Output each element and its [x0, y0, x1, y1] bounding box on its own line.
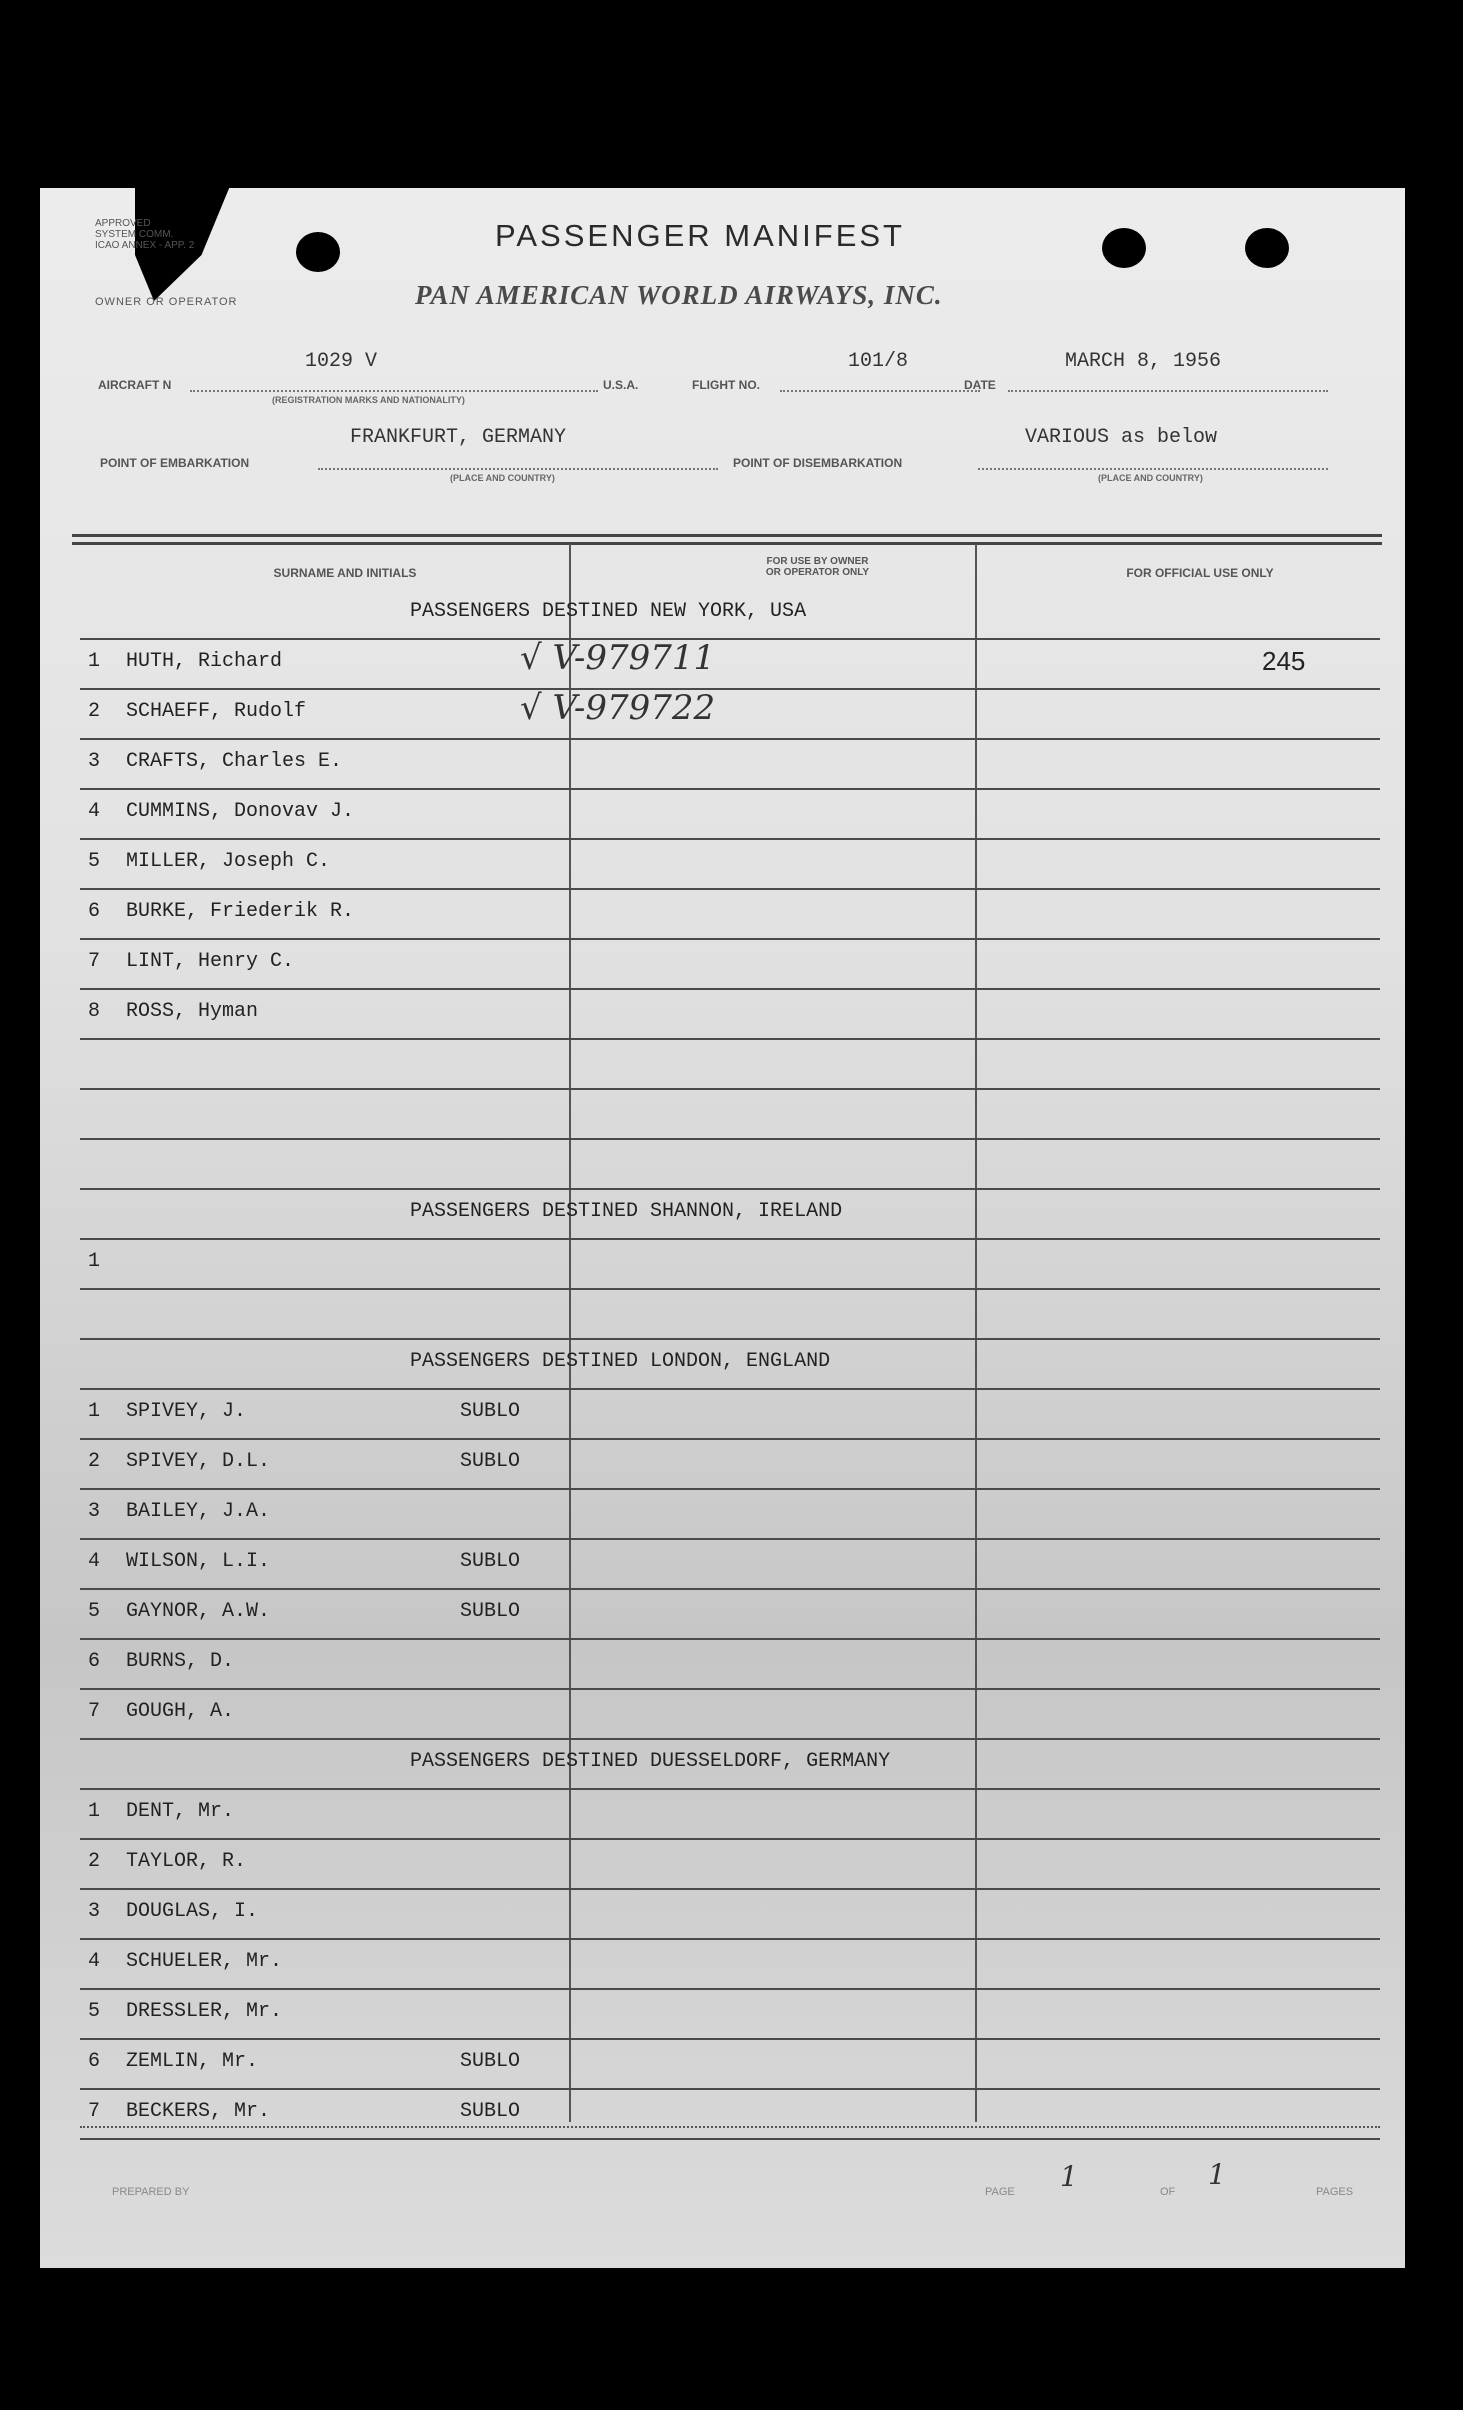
passenger-number: 7 — [88, 2100, 101, 2123]
passenger-name: SPIVEY, D.L. — [126, 1450, 271, 1473]
header-double-rule — [72, 534, 1382, 545]
date-label: DATE — [964, 378, 996, 392]
owner-label: OWNER OR OPERATOR — [95, 296, 238, 308]
company-name: PAN AMERICAN WORLD AIRWAYS, INC. — [415, 280, 943, 310]
destination-heading: PASSENGERS DESTINED SHANNON, IRELAND — [410, 1200, 843, 1223]
row-line — [80, 688, 1380, 690]
flight-underline — [780, 390, 980, 392]
disembarkation-value: VARIOUS as below — [1025, 426, 1218, 449]
row-line — [80, 1338, 1380, 1340]
aircraft-sub: (REGISTRATION MARKS AND NATIONALITY) — [272, 395, 465, 405]
passenger-name: ROSS, Hyman — [126, 1000, 259, 1023]
passenger-number: 6 — [88, 2050, 101, 2073]
disembarkation-label: POINT OF DISEMBARKATION — [733, 456, 903, 470]
embarkation-value: FRANKFURT, GERMANY — [350, 426, 567, 449]
passenger-number: 3 — [88, 1900, 101, 1923]
row-line — [80, 888, 1380, 890]
destination-heading: PASSENGERS DESTINED NEW YORK, USA — [410, 600, 807, 623]
aircraft-value: 1029 V — [305, 350, 378, 373]
passenger-name: HUTH, Richard — [126, 650, 283, 673]
passenger-number: 4 — [88, 1950, 101, 1973]
official-column-header: FOR OFFICIAL USE ONLY — [1126, 566, 1274, 580]
flight-label: FLIGHT NO. — [692, 378, 760, 392]
passenger-number: 2 — [88, 700, 101, 723]
embarkation-underline — [318, 468, 718, 470]
of-label: OF — [1160, 2186, 1176, 2198]
of-value: 1 — [1208, 2158, 1226, 2191]
row-line — [80, 1488, 1380, 1490]
page-label: PAGE — [985, 2186, 1015, 2198]
passenger-name: ZEMLIN, Mr. — [126, 2050, 259, 2073]
passenger-code: SUBLO — [460, 2100, 521, 2123]
row-line — [80, 1088, 1380, 1090]
passenger-name: GAYNOR, A.W. — [126, 1600, 271, 1623]
passenger-number: 5 — [88, 2000, 101, 2023]
date-value: MARCH 8, 1956 — [1065, 350, 1222, 373]
passenger-name: BECKERS, Mr. — [126, 2100, 271, 2123]
passenger-name: BURNS, D. — [126, 1650, 235, 1673]
passenger-number: 6 — [88, 900, 101, 923]
passenger-code: SUBLO — [460, 1400, 521, 1423]
passenger-name: LINT, Henry C. — [126, 950, 295, 973]
owner-handwritten-note: √ V-979711 — [520, 638, 716, 678]
row-line — [80, 938, 1380, 940]
aircraft-underline — [190, 390, 598, 392]
column-divider — [975, 544, 977, 2122]
owner-column-line: FOR USE BY OWNER — [766, 556, 869, 567]
row-line — [80, 1988, 1380, 1990]
passenger-name: MILLER, Joseph C. — [126, 850, 331, 873]
row-line — [80, 1838, 1380, 1840]
passenger-number: 8 — [88, 1000, 101, 1023]
passenger-number: 1 — [88, 1800, 101, 1823]
flight-value: 101/8 — [848, 350, 909, 373]
document-title: PASSENGER MANIFEST — [495, 218, 905, 253]
surname-column-header: SURNAME AND INITIALS — [273, 566, 417, 580]
passenger-name: DRESSLER, Mr. — [126, 2000, 283, 2023]
punch-hole — [296, 232, 340, 272]
row-line — [80, 1388, 1380, 1390]
row-line — [80, 1538, 1380, 1540]
passenger-name: SCHUELER, Mr. — [126, 1950, 283, 1973]
row-line — [80, 2138, 1380, 2140]
row-line — [80, 988, 1380, 990]
passenger-name: CUMMINS, Donovav J. — [126, 800, 355, 823]
passenger-name: TAYLOR, R. — [126, 1850, 247, 1873]
passenger-number: 3 — [88, 750, 101, 773]
page-value: 1 — [1060, 2160, 1078, 2193]
passenger-code: SUBLO — [460, 1550, 521, 1573]
passenger-number: 1 — [88, 1400, 101, 1423]
row-line — [80, 1588, 1380, 1590]
row-line — [80, 1938, 1380, 1940]
manifest-sheet — [40, 188, 1405, 2268]
passenger-number: 7 — [88, 1700, 101, 1723]
passenger-name: DOUGLAS, I. — [126, 1900, 259, 1923]
row-line — [80, 838, 1380, 840]
passenger-code: SUBLO — [460, 2050, 521, 2073]
row-line — [80, 1688, 1380, 1690]
official-use-value: 245 — [1262, 646, 1306, 676]
passenger-name: SPIVEY, J. — [126, 1400, 247, 1423]
passenger-name: GOUGH, A. — [126, 1700, 235, 1723]
destination-heading: PASSENGERS DESTINED DUESSELDORF, GERMANY — [410, 1750, 891, 1773]
passenger-name: SCHAEFF, Rudolf — [126, 700, 307, 723]
owner-column-line: OR OPERATOR ONLY — [765, 567, 870, 578]
column-divider — [569, 544, 571, 2122]
row-line — [80, 1138, 1380, 1140]
approval-line: APPROVED — [95, 218, 151, 229]
bottom-rule — [80, 2126, 1380, 2128]
row-line — [80, 1888, 1380, 1890]
disembarkation-underline — [978, 468, 1328, 470]
passenger-code: SUBLO — [460, 1600, 521, 1623]
passenger-code: SUBLO — [460, 1450, 521, 1473]
owner-column-header — [620, 556, 1015, 578]
row-line — [80, 2038, 1380, 2040]
aircraft-label: AIRCRAFT N — [98, 378, 172, 392]
prepared-by-label: PREPARED BY — [112, 2186, 190, 2198]
pages-label: PAGES — [1316, 2186, 1354, 2198]
embarkation-sub: (PLACE AND COUNTRY) — [450, 473, 555, 483]
passenger-number: 1 — [88, 1250, 101, 1273]
row-line — [80, 1438, 1380, 1440]
row-line — [80, 1638, 1380, 1640]
passenger-name: BAILEY, J.A. — [126, 1500, 271, 1523]
row-line — [80, 1288, 1380, 1290]
row-line — [80, 638, 1380, 640]
owner-handwritten-note: √ V-979722 — [520, 688, 716, 728]
passenger-number: 4 — [88, 800, 101, 823]
date-underline — [1008, 390, 1328, 392]
disembarkation-sub: (PLACE AND COUNTRY) — [1098, 473, 1203, 483]
approval-stamp — [95, 218, 194, 251]
passenger-name: DENT, Mr. — [126, 1800, 235, 1823]
passenger-number: 2 — [88, 1450, 101, 1473]
row-line — [80, 2088, 1380, 2090]
approval-line: SYSTEM COMM. — [95, 229, 174, 240]
approval-line: ICAO ANNEX - APP. 2 — [95, 240, 195, 251]
embarkation-label: POINT OF EMBARKATION — [100, 456, 250, 470]
passenger-name: CRAFTS, Charles E. — [126, 750, 343, 773]
passenger-number: 4 — [88, 1550, 101, 1573]
passenger-name: WILSON, L.I. — [126, 1550, 271, 1573]
punch-hole — [1102, 228, 1146, 268]
passenger-number: 5 — [88, 850, 101, 873]
passenger-number: 6 — [88, 1650, 101, 1673]
passenger-number: 2 — [88, 1850, 101, 1873]
destination-heading: PASSENGERS DESTINED LONDON, ENGLAND — [410, 1350, 831, 1373]
passenger-number: 5 — [88, 1600, 101, 1623]
passenger-name: BURKE, Friederik R. — [126, 900, 355, 923]
row-line — [80, 1188, 1380, 1190]
row-line — [80, 1238, 1380, 1240]
punch-hole — [1245, 228, 1289, 268]
row-line — [80, 1038, 1380, 1040]
row-line — [80, 1788, 1380, 1790]
passenger-number: 7 — [88, 950, 101, 973]
row-line — [80, 1738, 1380, 1740]
passenger-number: 3 — [88, 1500, 101, 1523]
row-line — [80, 738, 1380, 740]
usa-label: U.S.A. — [603, 378, 639, 392]
passenger-number: 1 — [88, 650, 101, 673]
row-line — [80, 788, 1380, 790]
